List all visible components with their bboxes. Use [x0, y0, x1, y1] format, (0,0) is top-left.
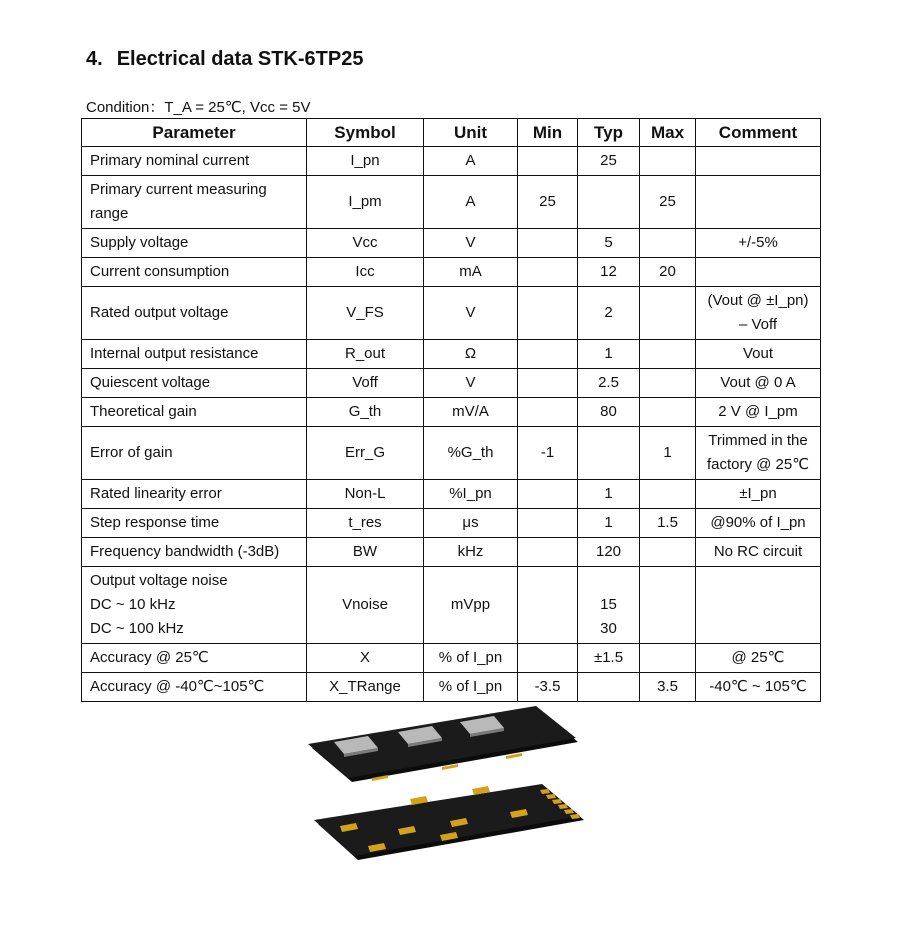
cell-unit: mA [424, 258, 518, 287]
cell-comment [696, 369, 821, 398]
cell-max [640, 538, 696, 567]
cell-min [518, 644, 578, 673]
cell-typ [578, 340, 640, 369]
cell-typ-line: 30 [600, 620, 617, 637]
cell-param-line: Output voltage noise [90, 572, 228, 589]
cell-param [82, 287, 307, 340]
cell-param-line: range [90, 205, 129, 222]
cell-param [82, 427, 307, 480]
cell-comment [696, 229, 821, 258]
cell-param-line: Current consumption [90, 263, 230, 280]
cell-param [82, 538, 307, 567]
cell-unit: V [424, 229, 518, 258]
cell-param [82, 369, 307, 398]
table-row [82, 398, 821, 427]
cell-max [640, 369, 696, 398]
cell-max [640, 398, 696, 427]
cell-comment-line: ±I_pn [739, 485, 777, 502]
cell-typ-line: 12 [600, 263, 617, 280]
cell-typ [578, 398, 640, 427]
cell-unit: mV/A [424, 398, 518, 427]
header-comment: Comment [696, 119, 821, 147]
cell-max [640, 340, 696, 369]
table-row [82, 480, 821, 509]
cell-param [82, 509, 307, 538]
cell-comment [696, 287, 821, 340]
cell-max: 3.5 [640, 673, 696, 702]
table-row [82, 673, 821, 702]
cell-param-line: Accuracy @ 25℃ [90, 649, 209, 666]
cell-min [518, 287, 578, 340]
cell-max: 25 [640, 176, 696, 229]
table-header-row [82, 119, 821, 147]
cell-param [82, 480, 307, 509]
cell-symbol: R_out [307, 340, 424, 369]
cell-comment-line: – Voff [738, 316, 778, 333]
cell-typ-line: ±1.5 [593, 649, 624, 666]
table-row [82, 229, 821, 258]
cell-comment [696, 567, 821, 644]
cell-unit: % of I_pn [424, 644, 518, 673]
cell-typ-line: 1 [604, 485, 613, 502]
cell-param [82, 567, 307, 644]
cell-param [82, 147, 307, 176]
table-row [82, 147, 821, 176]
cell-param [82, 340, 307, 369]
cell-symbol: X_TRange [307, 673, 424, 702]
cell-param-line: Internal output resistance [90, 345, 259, 362]
cell-typ-line: 1 [604, 345, 613, 362]
table-row [82, 427, 821, 480]
cell-comment [696, 509, 821, 538]
board-surface [314, 784, 580, 856]
cell-comment [696, 538, 821, 567]
cell-comment [696, 427, 821, 480]
cell-comment-line [702, 149, 814, 173]
cell-param [82, 258, 307, 287]
cell-comment-line: factory @ 25℃ [706, 456, 810, 473]
cell-symbol: Voff [307, 369, 424, 398]
cell-comment [696, 480, 821, 509]
table-row [82, 538, 821, 567]
cell-typ [578, 644, 640, 673]
cell-comment-line: @ 25℃ [731, 649, 785, 666]
cell-comment-line [702, 593, 814, 617]
electrical-data-table [81, 118, 821, 702]
header-unit: Unit [424, 119, 518, 147]
cell-param-line: DC ~ 10 kHz [90, 596, 176, 613]
table-row [82, 509, 821, 538]
cell-unit: %G_th [424, 427, 518, 480]
table-row [82, 369, 821, 398]
cell-unit: kHz [424, 538, 518, 567]
header-parameter: Parameter [82, 119, 307, 147]
cell-typ-line: 5 [604, 234, 613, 251]
table-row [82, 287, 821, 340]
cell-comment-line: (Vout @ ±I_pn) [707, 292, 809, 309]
cell-comment [696, 147, 821, 176]
section-heading [86, 48, 363, 71]
cell-symbol: G_th [307, 398, 424, 427]
cell-unit: A [424, 176, 518, 229]
cell-typ [578, 509, 640, 538]
cell-min [518, 480, 578, 509]
cell-typ-line: 15 [600, 596, 617, 613]
cell-comment [696, 673, 821, 702]
cell-max [640, 480, 696, 509]
section-number: 4. [86, 48, 103, 70]
cell-max [640, 229, 696, 258]
table-body [82, 147, 821, 702]
cell-symbol: Vnoise [307, 567, 424, 644]
cell-typ [578, 427, 640, 480]
cell-unit: Ω [424, 340, 518, 369]
header-max: Max [640, 119, 696, 147]
cell-typ-line [584, 441, 633, 465]
cell-typ [578, 538, 640, 567]
cell-symbol: Vcc [307, 229, 424, 258]
table-row [82, 340, 821, 369]
cell-min: -3.5 [518, 673, 578, 702]
cell-param-line: Primary current measuring [90, 181, 267, 198]
cell-min [518, 147, 578, 176]
cell-max: 1.5 [640, 509, 696, 538]
cell-min [518, 567, 578, 644]
cell-unit: A [424, 147, 518, 176]
cell-param [82, 176, 307, 229]
cell-typ [578, 229, 640, 258]
cell-unit: V [424, 287, 518, 340]
cell-typ-line: 2.5 [598, 374, 619, 391]
cell-unit: mVpp [424, 567, 518, 644]
cell-min [518, 398, 578, 427]
cell-min [518, 369, 578, 398]
cell-typ-line: 120 [595, 543, 622, 560]
top-board [308, 706, 578, 782]
cell-comment-line: @90% of I_pn [710, 514, 806, 531]
cell-param [82, 673, 307, 702]
cell-symbol: Icc [307, 258, 424, 287]
cell-typ-line: 2 [604, 304, 613, 321]
cell-param-line: Theoretical gain [90, 403, 197, 420]
cell-symbol: X [307, 644, 424, 673]
cell-typ [578, 567, 640, 644]
cell-unit: V [424, 369, 518, 398]
cell-symbol: Err_G [307, 427, 424, 480]
cell-typ [578, 673, 640, 702]
cell-max [640, 644, 696, 673]
cell-unit: % of I_pn [424, 673, 518, 702]
cell-param [82, 644, 307, 673]
cell-max [640, 287, 696, 340]
cell-max: 20 [640, 258, 696, 287]
cell-typ [578, 369, 640, 398]
cell-comment-line: 2 V @ I_pm [718, 403, 798, 420]
cell-param-line: Rated linearity error [90, 485, 222, 502]
cell-comment-line: +/-5% [738, 234, 778, 251]
cell-max [640, 147, 696, 176]
cell-unit: %I_pn [424, 480, 518, 509]
cell-min [518, 258, 578, 287]
cell-param-line: DC ~ 100 kHz [90, 620, 184, 637]
cell-comment-line: No RC circuit [713, 543, 803, 560]
cell-comment-line: -40℃ ~ 105℃ [709, 678, 807, 695]
cell-comment [696, 340, 821, 369]
cell-param [82, 229, 307, 258]
cell-typ [578, 480, 640, 509]
cell-typ [578, 287, 640, 340]
cell-min [518, 229, 578, 258]
cell-param-line: Primary nominal current [90, 152, 250, 169]
cell-typ-line: 80 [600, 403, 617, 420]
cell-symbol: t_res [307, 509, 424, 538]
cell-min: -1 [518, 427, 578, 480]
table-row [82, 176, 821, 229]
cell-unit: μs [424, 509, 518, 538]
cell-comment [696, 398, 821, 427]
cell-param-line: Accuracy @ -40℃~105℃ [90, 678, 265, 695]
cell-comment-line: Trimmed in the [708, 432, 808, 449]
cell-param-line: Step response time [90, 514, 220, 531]
cell-typ [578, 176, 640, 229]
cell-comment-line: Vout @ 0 A [720, 374, 796, 391]
table-row [82, 567, 821, 644]
cell-comment [696, 258, 821, 287]
cell-min: 25 [518, 176, 578, 229]
cell-symbol: Non-L [307, 480, 424, 509]
cell-typ-line [584, 675, 633, 699]
cell-min [518, 340, 578, 369]
cell-param [82, 398, 307, 427]
cell-comment-line [702, 190, 814, 214]
header-min: Min [518, 119, 578, 147]
cell-comment [696, 176, 821, 229]
bottom-board [314, 784, 584, 860]
table-row [82, 644, 821, 673]
section-title: Electrical data STK-6TP25 [116, 48, 364, 70]
cell-symbol: I_pn [307, 147, 424, 176]
cell-param-line: Quiescent voltage [90, 374, 211, 391]
cell-typ-line: 1 [604, 514, 613, 531]
cell-symbol: BW [307, 538, 424, 567]
cell-comment-line: Vout [742, 345, 774, 362]
test-condition: Condition：T_A = 25℃, Vcc = 5V [86, 99, 311, 116]
sensor-board-figure [300, 700, 590, 870]
cell-min [518, 509, 578, 538]
cell-symbol: I_pm [307, 176, 424, 229]
cell-symbol: V_FS [307, 287, 424, 340]
cell-typ-line [584, 190, 633, 214]
header-typ: Typ [578, 119, 640, 147]
cell-typ [578, 258, 640, 287]
cell-param-line: Rated output voltage [90, 304, 229, 321]
cell-param-line: Frequency bandwidth (-3dB) [90, 543, 280, 560]
cell-comment-line [702, 260, 814, 284]
cell-param-line: Supply voltage [90, 234, 189, 251]
cell-param-line: Error of gain [90, 444, 173, 461]
cell-typ [578, 147, 640, 176]
cell-max [640, 567, 696, 644]
cell-typ-line [584, 569, 633, 593]
table-row [82, 258, 821, 287]
cell-comment [696, 644, 821, 673]
cell-max: 1 [640, 427, 696, 480]
cell-min [518, 538, 578, 567]
cell-typ-line: 25 [600, 152, 617, 169]
header-symbol: Symbol [307, 119, 424, 147]
